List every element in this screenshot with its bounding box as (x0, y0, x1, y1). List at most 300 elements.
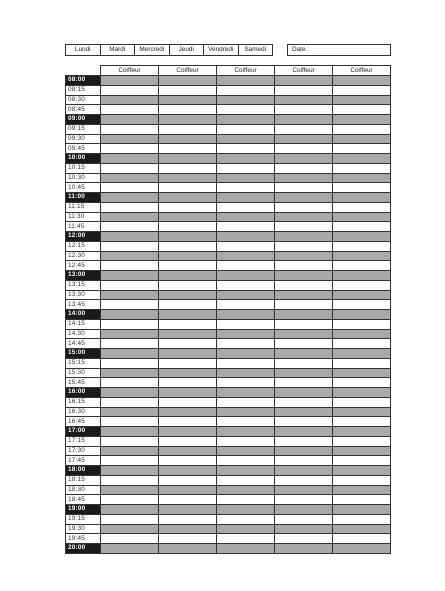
appointment-cell[interactable] (217, 319, 275, 329)
appointment-cell[interactable] (217, 407, 275, 417)
appointment-cell[interactable] (275, 251, 333, 261)
appointment-cell[interactable] (217, 388, 275, 398)
appointment-cell[interactable] (159, 358, 217, 368)
appointment-cell[interactable] (159, 534, 217, 544)
appointment-cell[interactable] (217, 514, 275, 524)
appointment-cell[interactable] (275, 388, 333, 398)
appointment-cell[interactable] (275, 534, 333, 544)
appointment-cell[interactable] (333, 163, 391, 173)
time-label: 14:30 (66, 329, 101, 339)
time-slot-row (66, 446, 391, 456)
appointment-cell[interactable] (101, 134, 159, 144)
appointment-cell[interactable] (275, 417, 333, 427)
appointment-cell[interactable] (101, 76, 159, 86)
appointment-cell[interactable] (159, 505, 217, 515)
appointment-cell[interactable] (159, 524, 217, 534)
appointment-cell[interactable] (275, 183, 333, 193)
appointment-cell[interactable] (217, 300, 275, 310)
appointment-cell[interactable] (333, 495, 391, 505)
appointment-cell[interactable] (333, 202, 391, 212)
time-label: 14:15 (66, 319, 101, 329)
appointment-cell[interactable] (217, 446, 275, 456)
appointment-cell[interactable] (333, 407, 391, 417)
appointment-cell[interactable] (159, 388, 217, 398)
appointment-cell[interactable] (101, 232, 159, 242)
appointment-cell[interactable] (101, 251, 159, 261)
time-slot-row (66, 271, 391, 281)
appointment-cell[interactable] (159, 76, 217, 86)
appointment-cell[interactable] (159, 232, 217, 242)
appointment-cell[interactable] (275, 85, 333, 95)
appointment-cell[interactable] (275, 76, 333, 86)
appointment-cell[interactable] (275, 456, 333, 466)
appointment-cell[interactable] (101, 397, 159, 407)
appointment-cell[interactable] (101, 280, 159, 290)
time-slot-row (66, 427, 391, 437)
appointment-cell[interactable] (101, 173, 159, 183)
schedule-body (66, 76, 391, 554)
appointment-cell[interactable] (333, 475, 391, 485)
appointment-cell[interactable] (275, 339, 333, 349)
time-slot-row (66, 514, 391, 524)
appointment-cell[interactable] (101, 534, 159, 544)
appointment-cell[interactable] (217, 105, 275, 115)
appointment-cell[interactable] (333, 124, 391, 134)
appointment-cell[interactable] (101, 407, 159, 417)
appointment-cell[interactable] (333, 115, 391, 125)
appointment-cell[interactable] (333, 446, 391, 456)
appointment-cell[interactable] (275, 544, 333, 554)
day-lundi[interactable]: Lundi (66, 45, 101, 55)
appointment-cell[interactable] (101, 505, 159, 515)
appointment-cell[interactable] (275, 115, 333, 125)
appointment-cell[interactable] (159, 212, 217, 222)
appointment-cell[interactable] (275, 485, 333, 495)
appointment-cell[interactable] (275, 466, 333, 476)
appointment-cell[interactable] (101, 466, 159, 476)
appointment-cell[interactable] (101, 271, 159, 281)
time-label: 17:15 (66, 436, 101, 446)
appointment-cell[interactable] (217, 271, 275, 281)
time-slot-row (66, 105, 391, 115)
appointment-cell[interactable] (275, 290, 333, 300)
appointment-cell[interactable] (275, 319, 333, 329)
appointment-cell[interactable] (275, 514, 333, 524)
appointment-cell[interactable] (333, 154, 391, 164)
date-field[interactable] (287, 44, 391, 56)
appointment-cell[interactable] (275, 378, 333, 388)
appointment-cell[interactable] (159, 241, 217, 251)
appointment-cell[interactable] (333, 505, 391, 515)
appointment-cell[interactable] (333, 261, 391, 271)
appointment-cell[interactable] (159, 290, 217, 300)
appointment-cell[interactable] (333, 319, 391, 329)
schedule-header-row (66, 66, 391, 76)
appointment-cell[interactable] (217, 329, 275, 339)
appointment-cell[interactable] (159, 124, 217, 134)
appointment-cell[interactable] (101, 85, 159, 95)
appointment-cell[interactable] (159, 339, 217, 349)
appointment-cell[interactable] (333, 241, 391, 251)
time-label: 16:45 (66, 417, 101, 427)
appointment-cell[interactable] (217, 95, 275, 105)
appointment-cell[interactable] (333, 358, 391, 368)
appointment-cell[interactable] (275, 144, 333, 154)
appointment-cell[interactable] (333, 544, 391, 554)
appointment-cell[interactable] (159, 105, 217, 115)
appointment-cell[interactable] (159, 222, 217, 232)
date-label: Date : (292, 46, 310, 53)
appointment-cell[interactable] (217, 349, 275, 359)
appointment-cell[interactable] (101, 300, 159, 310)
appointment-cell[interactable] (333, 212, 391, 222)
appointment-cell[interactable] (275, 173, 333, 183)
time-slot-row (66, 524, 391, 534)
appointment-cell[interactable] (159, 319, 217, 329)
day-jeudi[interactable]: Jeudi (170, 45, 205, 55)
appointment-cell[interactable] (101, 144, 159, 154)
appointment-cell[interactable] (217, 241, 275, 251)
appointment-cell[interactable] (333, 134, 391, 144)
appointment-cell[interactable] (333, 329, 391, 339)
appointment-cell[interactable] (217, 310, 275, 320)
appointment-cell[interactable] (333, 485, 391, 495)
appointment-cell[interactable] (159, 300, 217, 310)
appointment-cell[interactable] (275, 280, 333, 290)
time-label: 19:15 (66, 514, 101, 524)
appointment-cell[interactable] (275, 163, 333, 173)
appointment-cell[interactable] (101, 436, 159, 446)
appointment-cell[interactable] (333, 76, 391, 86)
time-slot-row (66, 407, 391, 417)
appointment-cell[interactable] (333, 524, 391, 534)
appointment-cell[interactable] (217, 173, 275, 183)
appointment-cell[interactable] (217, 505, 275, 515)
appointment-cell[interactable] (159, 271, 217, 281)
appointment-cell[interactable] (159, 436, 217, 446)
time-label: 19:00 (66, 505, 101, 515)
appointment-cell[interactable] (217, 163, 275, 173)
time-label: 18:00 (66, 466, 101, 476)
time-label: 16:30 (66, 407, 101, 417)
time-slot-row (66, 163, 391, 173)
appointment-cell[interactable] (275, 407, 333, 417)
day-mardi[interactable]: Mardi (101, 45, 136, 55)
appointment-cell[interactable] (275, 446, 333, 456)
schedule-table (65, 65, 391, 554)
appointment-cell[interactable] (217, 485, 275, 495)
appointment-cell[interactable] (333, 193, 391, 203)
appointment-cell[interactable] (101, 544, 159, 554)
appointment-cell[interactable] (159, 193, 217, 203)
time-label: 14:45 (66, 339, 101, 349)
appointment-cell[interactable] (217, 397, 275, 407)
appointment-cell[interactable] (101, 349, 159, 359)
appointment-cell[interactable] (101, 95, 159, 105)
appointment-cell[interactable] (217, 436, 275, 446)
appointment-cell[interactable] (101, 475, 159, 485)
appointment-cell[interactable] (159, 154, 217, 164)
appointment-cell[interactable] (101, 524, 159, 534)
appointment-cell[interactable] (159, 144, 217, 154)
appointment-cell[interactable] (217, 280, 275, 290)
appointment-cell[interactable] (159, 417, 217, 427)
appointment-cell[interactable] (333, 427, 391, 437)
appointment-cell[interactable] (333, 388, 391, 398)
appointment-cell[interactable] (217, 290, 275, 300)
appointment-cell[interactable] (333, 397, 391, 407)
corner-cell (66, 66, 101, 76)
time-slot-row (66, 358, 391, 368)
time-label: 10:30 (66, 173, 101, 183)
appointment-cell[interactable] (275, 300, 333, 310)
appointment-cell[interactable] (275, 202, 333, 212)
time-label: 09:30 (66, 134, 101, 144)
appointment-cell[interactable] (159, 329, 217, 339)
appointment-cell[interactable] (101, 310, 159, 320)
appointment-cell[interactable] (217, 154, 275, 164)
time-label: 11:00 (66, 193, 101, 203)
appointment-cell[interactable] (101, 329, 159, 339)
appointment-cell[interactable] (333, 173, 391, 183)
appointment-cell[interactable] (159, 115, 217, 125)
time-label: 11:45 (66, 222, 101, 232)
appointment-cell[interactable] (217, 124, 275, 134)
appointment-cell[interactable] (275, 212, 333, 222)
appointment-cell[interactable] (217, 261, 275, 271)
time-label: 08:15 (66, 85, 101, 95)
appointment-cell[interactable] (217, 76, 275, 86)
time-label: 15:45 (66, 378, 101, 388)
appointment-cell[interactable] (217, 232, 275, 242)
appointment-cell[interactable] (333, 436, 391, 446)
appointment-cell[interactable] (333, 95, 391, 105)
appointment-cell[interactable] (333, 378, 391, 388)
appointment-cell[interactable] (217, 183, 275, 193)
appointment-cell[interactable] (101, 319, 159, 329)
appointment-cell[interactable] (275, 329, 333, 339)
appointment-cell[interactable] (333, 349, 391, 359)
appointment-cell[interactable] (333, 290, 391, 300)
appointment-cell[interactable] (159, 514, 217, 524)
appointment-cell[interactable] (275, 105, 333, 115)
appointment-cell[interactable] (217, 524, 275, 534)
appointment-cell[interactable] (101, 388, 159, 398)
time-slot-row (66, 339, 391, 349)
appointment-cell[interactable] (101, 202, 159, 212)
day-samedi[interactable]: Samedi (244, 46, 267, 53)
appointment-cell[interactable] (159, 280, 217, 290)
time-slot-row (66, 232, 391, 242)
appointment-cell[interactable] (159, 202, 217, 212)
time-slot-row (66, 241, 391, 251)
appointment-cell[interactable] (101, 163, 159, 173)
appointment-cell[interactable] (333, 105, 391, 115)
appointment-cell[interactable] (275, 310, 333, 320)
appointment-cell[interactable] (217, 475, 275, 485)
appointment-cell[interactable] (275, 271, 333, 281)
time-slot-row (66, 290, 391, 300)
appointment-cell[interactable] (217, 193, 275, 203)
appointment-cell[interactable] (217, 202, 275, 212)
appointment-cell[interactable] (275, 241, 333, 251)
appointment-cell[interactable] (101, 446, 159, 456)
appointment-cell[interactable] (159, 261, 217, 271)
appointment-cell[interactable] (333, 534, 391, 544)
time-slot-row (66, 456, 391, 466)
appointment-cell[interactable] (101, 105, 159, 115)
appointment-cell[interactable] (217, 85, 275, 95)
time-label: 15:30 (66, 368, 101, 378)
appointment-cell[interactable] (101, 193, 159, 203)
time-slot-row (66, 134, 391, 144)
appointment-cell[interactable] (159, 85, 217, 95)
appointment-cell[interactable] (217, 417, 275, 427)
appointment-cell[interactable] (101, 514, 159, 524)
appointment-cell[interactable] (159, 456, 217, 466)
appointment-cell[interactable] (333, 466, 391, 476)
appointment-cell[interactable] (159, 485, 217, 495)
appointment-cell[interactable] (159, 544, 217, 554)
appointment-cell[interactable] (275, 222, 333, 232)
weekday-selector (65, 44, 273, 56)
appointment-cell[interactable] (333, 514, 391, 524)
appointment-cell[interactable] (159, 173, 217, 183)
appointment-cell[interactable] (275, 495, 333, 505)
appointment-cell[interactable] (217, 368, 275, 378)
appointment-cell[interactable] (101, 368, 159, 378)
column-header: Coiffeur (159, 66, 217, 76)
appointment-cell[interactable] (275, 193, 333, 203)
appointment-cell[interactable] (159, 378, 217, 388)
appointment-cell[interactable] (217, 534, 275, 544)
day-mercredi[interactable]: Mercredi (135, 45, 170, 55)
appointment-cell[interactable] (101, 456, 159, 466)
appointment-cell[interactable] (275, 475, 333, 485)
appointment-cell[interactable] (333, 456, 391, 466)
appointment-cell[interactable] (275, 436, 333, 446)
appointment-cell[interactable] (275, 427, 333, 437)
appointment-cell[interactable] (333, 310, 391, 320)
appointment-cell[interactable] (275, 232, 333, 242)
appointment-cell[interactable] (217, 115, 275, 125)
appointment-cell[interactable] (275, 261, 333, 271)
appointment-cell[interactable] (275, 505, 333, 515)
time-label: 10:45 (66, 183, 101, 193)
appointment-cell[interactable] (159, 134, 217, 144)
appointment-cell[interactable] (217, 339, 275, 349)
appointment-cell[interactable] (159, 95, 217, 105)
time-slot-row (66, 202, 391, 212)
appointment-cell[interactable] (101, 241, 159, 251)
appointment-cell[interactable] (275, 349, 333, 359)
appointment-cell[interactable] (217, 134, 275, 144)
appointment-cell[interactable] (159, 397, 217, 407)
appointment-cell[interactable] (159, 475, 217, 485)
appointment-cell[interactable] (217, 378, 275, 388)
appointment-cell[interactable] (159, 163, 217, 173)
appointment-cell[interactable] (159, 310, 217, 320)
appointment-cell[interactable] (101, 183, 159, 193)
appointment-cell[interactable] (159, 466, 217, 476)
appointment-cell[interactable] (217, 222, 275, 232)
appointment-cell[interactable] (101, 417, 159, 427)
appointment-cell[interactable] (159, 251, 217, 261)
time-label: 11:15 (66, 202, 101, 212)
appointment-cell[interactable] (275, 397, 333, 407)
appointment-cell[interactable] (159, 446, 217, 456)
appointment-cell[interactable] (217, 251, 275, 261)
time-label: 13:45 (66, 300, 101, 310)
day-vendredi[interactable]: Vendredi (204, 45, 239, 55)
appointment-cell[interactable] (101, 495, 159, 505)
appointment-cell[interactable] (217, 427, 275, 437)
appointment-cell[interactable] (275, 358, 333, 368)
appointment-cell[interactable] (217, 144, 275, 154)
appointment-cell[interactable] (275, 368, 333, 378)
appointment-cell[interactable] (333, 280, 391, 290)
appointment-cell[interactable] (333, 300, 391, 310)
appointment-cell[interactable] (333, 144, 391, 154)
appointment-cell[interactable] (333, 85, 391, 95)
appointment-cell[interactable] (333, 417, 391, 427)
appointment-cell[interactable] (101, 378, 159, 388)
time-slot-row (66, 534, 391, 544)
appointment-cell[interactable] (217, 466, 275, 476)
appointment-cell[interactable] (217, 358, 275, 368)
time-label: 12:15 (66, 241, 101, 251)
appointment-cell[interactable] (159, 407, 217, 417)
time-slot-row (66, 397, 391, 407)
appointment-cell[interactable] (217, 495, 275, 505)
appointment-cell[interactable] (101, 124, 159, 134)
appointment-cell[interactable] (275, 124, 333, 134)
column-header: Coiffeur (333, 66, 391, 76)
appointment-cell[interactable] (101, 212, 159, 222)
appointment-cell[interactable] (101, 222, 159, 232)
appointment-cell[interactable] (101, 485, 159, 495)
appointment-cell[interactable] (159, 183, 217, 193)
appointment-cell[interactable] (101, 154, 159, 164)
appointment-cell[interactable] (159, 427, 217, 437)
appointment-cell[interactable] (217, 212, 275, 222)
appointment-cell[interactable] (275, 154, 333, 164)
appointment-cell[interactable] (333, 368, 391, 378)
appointment-cell[interactable] (217, 456, 275, 466)
time-slot-row (66, 193, 391, 203)
appointment-cell[interactable] (275, 134, 333, 144)
appointment-cell[interactable] (159, 349, 217, 359)
appointment-cell[interactable] (217, 544, 275, 554)
appointment-cell[interactable] (333, 222, 391, 232)
appointment-cell[interactable] (101, 427, 159, 437)
appointment-cell[interactable] (333, 251, 391, 261)
appointment-cell[interactable] (333, 271, 391, 281)
appointment-cell[interactable] (333, 183, 391, 193)
appointment-cell[interactable] (159, 368, 217, 378)
column-header: Coiffeur (217, 66, 275, 76)
appointment-cell[interactable] (333, 339, 391, 349)
appointment-cell[interactable] (101, 339, 159, 349)
appointment-cell[interactable] (101, 115, 159, 125)
appointment-cell[interactable] (333, 232, 391, 242)
appointment-cell[interactable] (101, 261, 159, 271)
appointment-cell[interactable] (101, 290, 159, 300)
appointment-cell[interactable] (275, 95, 333, 105)
appointment-cell[interactable] (275, 524, 333, 534)
appointment-cell[interactable] (159, 495, 217, 505)
appointment-cell[interactable] (101, 358, 159, 368)
